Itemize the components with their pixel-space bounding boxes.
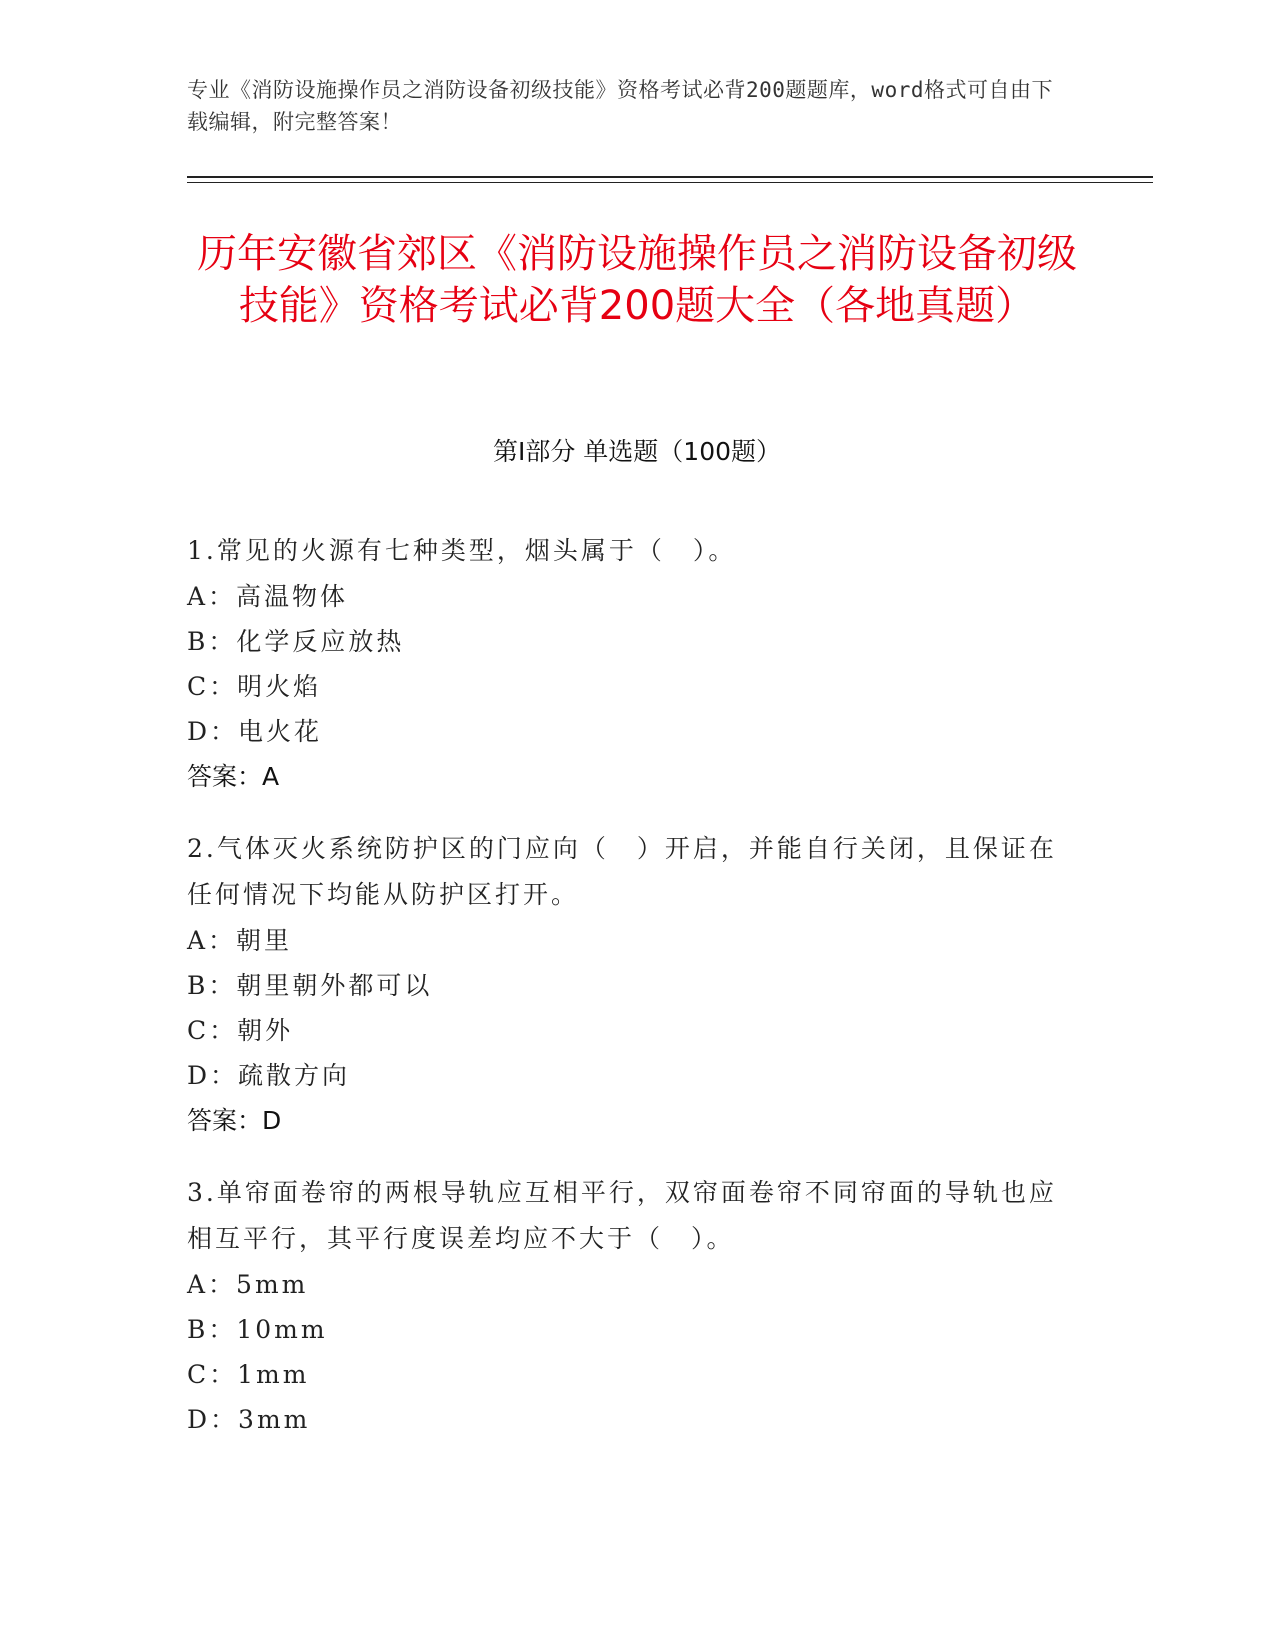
option-b: B：10mm — [187, 1315, 328, 1344]
answer: 答案：A — [187, 762, 280, 791]
option-d: D：疏散方向 — [187, 1061, 351, 1090]
question-stem: 3.单帘面卷帘的两根导轨应互相平行，双帘面卷帘不同帘面的导轨也应相互平行，其平行度误差均应不大于（ ）。 — [187, 1178, 1057, 1253]
question-2 — [187, 826, 1067, 1144]
option-a: A：朝里 — [187, 926, 293, 955]
section-title: 第Ⅰ部分 单选题（100题） — [492, 437, 782, 466]
question-stem: 2.气体灭火系统防护区的门应向（ ）开启，并能自行关闭，且保证在任何情况下均能从防护区打开。 — [187, 834, 1057, 909]
option-a: A：5mm — [187, 1270, 309, 1299]
option-d: D：电火花 — [187, 717, 323, 746]
header-divider-thick — [187, 176, 1153, 178]
question-3 — [187, 1170, 1067, 1442]
option-b: B：朝里朝外都可以 — [187, 971, 433, 1000]
header-note: 专业《消防设施操作员之消防设备初级技能》资格考试必背200题题库，word格式可自由下载编辑，附完整答案！ — [187, 78, 1053, 134]
document-title: 历年安徽省郊区《消防设施操作员之消防设备初级技能》资格考试必背200题大全（各地真题） — [197, 231, 1077, 329]
header-divider-thin — [187, 182, 1153, 183]
option-d: D：3mm — [187, 1405, 311, 1434]
option-b: B：化学反应放热 — [187, 627, 405, 656]
option-a: A：高温物体 — [187, 582, 349, 611]
answer: 答案：D — [187, 1106, 282, 1135]
option-c: C：1mm — [187, 1360, 310, 1389]
option-c: C：明火焰 — [187, 672, 322, 701]
question-stem: 1.常见的火源有七种类型，烟头属于（ ）。 — [187, 536, 737, 565]
question-list — [187, 528, 1067, 1468]
option-c: C：朝外 — [187, 1016, 294, 1045]
question-1 — [187, 528, 1067, 800]
